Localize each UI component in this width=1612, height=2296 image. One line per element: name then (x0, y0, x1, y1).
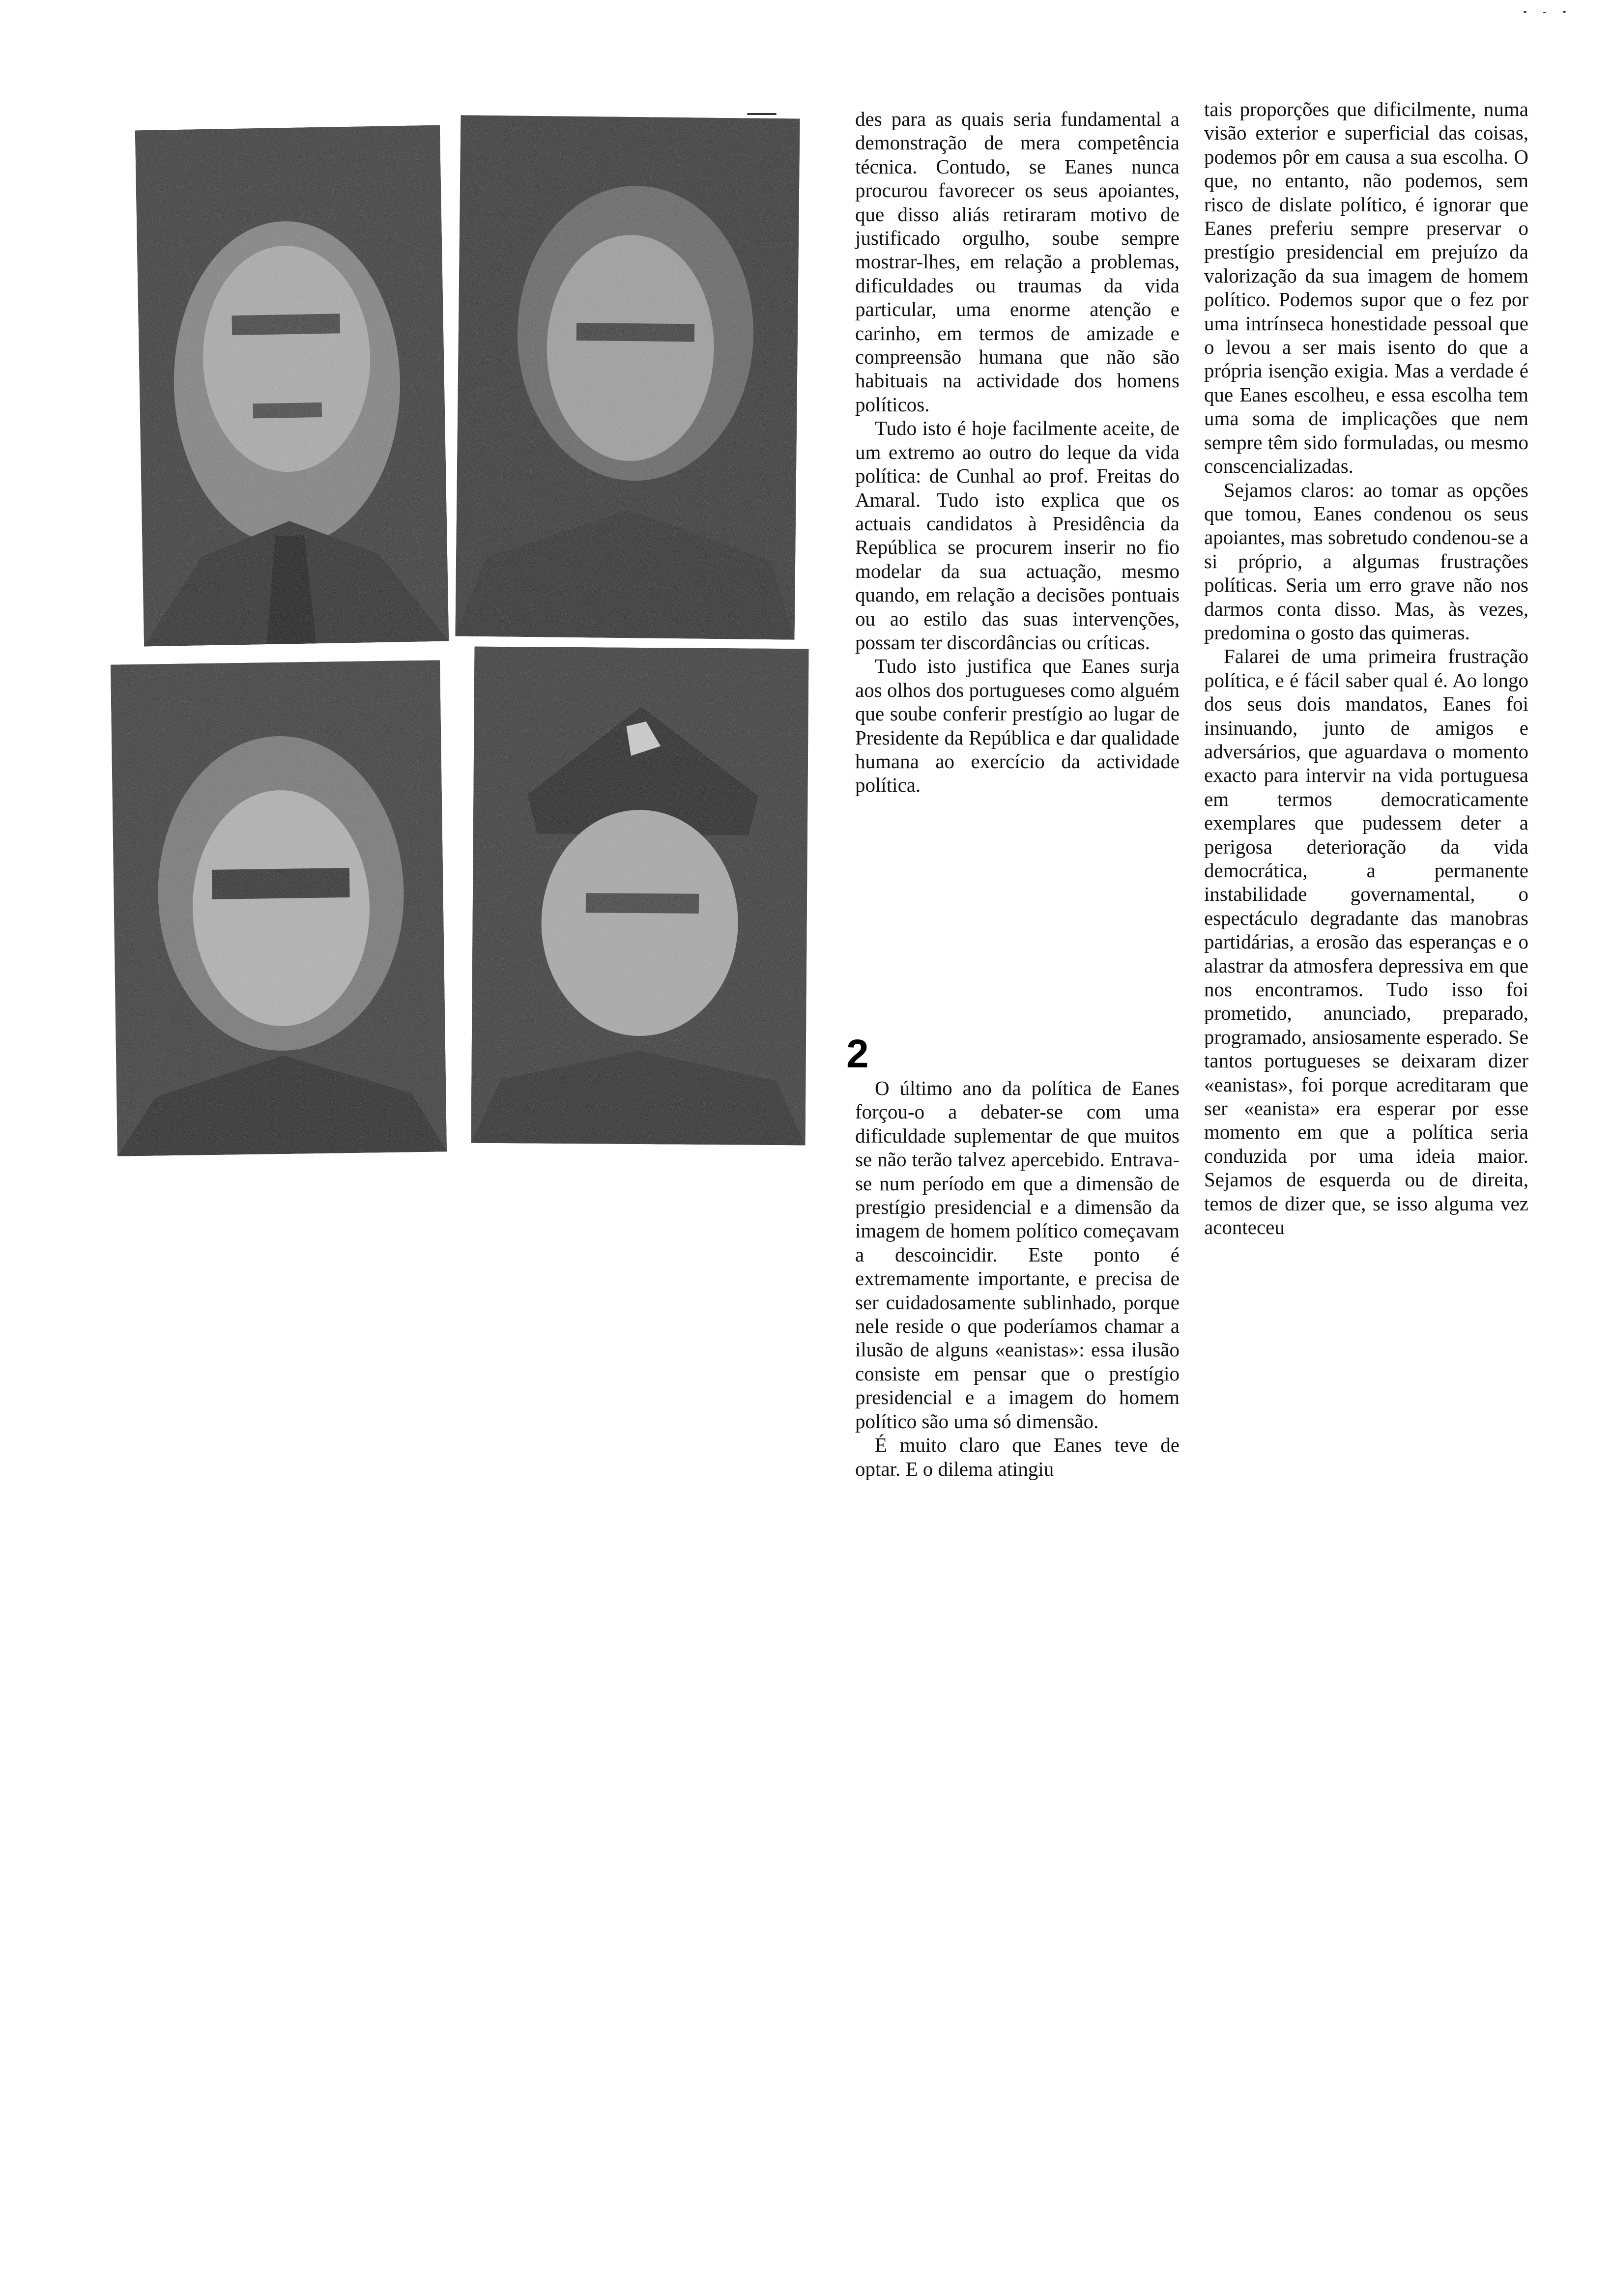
portrait-photo-top-right (455, 115, 800, 639)
paragraph: Falarei de uma primeira frustração política, e é fácil saber qual é. Ao longo dos seus dois mandatos, Eanes foi insinuando, junto de amigos e adversários, que aguardava o momento exacto para intervir na vida portuguesa em termos democraticamente exemplares que pudessem deter a perigosa deterioração da vida democrática, a permanente instabilidade governamental, o espectáculo degradante das manobras partidárias, a erosão das esperanças e o alastrar da atmosfera depressiva em que nos encontramos. Tudo isso foi prometido, anunciado, preparado, programado, ansiosamente esperado. Se tantos portugueses se deixaram dizer «eanistas», foi porque acreditaram que ser «eanista» era esperar por esse momento em que a política seria conduzida por uma ideia maior. Sejamos de esquerda ou de direita, temos de dizer que, se isso alguma vez aconteceu (1204, 645, 1528, 1239)
paragraph: des para as quais seria fundamental a demonstração de mera competência técnica. Contudo, se Eanes nunca procurou favorecer os seus apoiantes, que disso aliás retiraram motivo de justificado orgulho, soube sempre mostrar-lhes, em relação a problemas, dificuldades ou traumas da vida particular, uma enorme atenção e carinho, em termos de amizade e compreensão humana que não são habituais na actividade dos homens políticos. (855, 108, 1180, 416)
paragraph: Sejamos claros: ao tomar as opções que tomou, Eanes condenou os seus apoiantes, mas sobretudo condenou-se a si próprio, a algumas frustrações políticas. Seria um erro grave não nos darmos conta disso. Mas, às vezes, predomina o gosto das quimeras. (1204, 478, 1528, 644)
scan-speck (1563, 11, 1566, 13)
article-column-left-section-2 (855, 1076, 1180, 1481)
paragraph: O último ano da política de Eanes forçou-o a debater-se com uma dificuldade suplementar de que muitos se não terão talvez apercebido. Entrava-se num período em que a dimensão de prestígio presidencial e a dimensão da imagem de homem político começavam a descoincidir. Este ponto é extremamente importante, e precisa de ser cuidadosamente sublinhado, porque nele reside o que poderíamos chamar a ilusão de alguns «eanistas»: essa ilusão consiste em pensar que o prestígio presidencial e a imagem do homem político são uma só dimensão. (855, 1077, 1180, 1433)
paragraph: É muito claro que Eanes teve de optar. E o dilema atingiu (855, 1434, 1180, 1480)
photo-collage (114, 117, 812, 1159)
paragraph: Tudo isto é hoje facilmente aceite, de um extremo ao outro do leque da vida política: de Cunhal ao prof. Freitas do Amaral. Tudo isto explica que os actuais candidatos à Presidência da República se procurem inserir no fio modelar da sua actuação, mesmo quando, em relação a decisões pontuais ou ao estilo das suas intervenções, possam ter discordâncias ou críticas. (855, 417, 1180, 654)
portrait-photo-bottom-right-military-cap (471, 647, 808, 1146)
scan-speck (747, 113, 777, 115)
section-number: 2 (846, 1032, 869, 1076)
scan-speck (1543, 12, 1546, 13)
article-column-left (855, 107, 1180, 797)
paragraph: tais proporções que dificilmente, numa visão exterior e superficial das coisas, podemos pôr em causa a sua escolha. O que, no entanto, não podemos, sem risco de dislate político, é ignorar que Eanes preferiu sempre preservar o prestígio presidencial em prejuízo da valorização da sua imagem de homem político. Podemos supor que o fez por uma intrínseca honestidade pessoal que o levou a ser mais isento do que a própria isenção exigia. Mas a verdade é que Eanes escolheu, e essa escolha tem uma soma de implicações que nem sempre têm sido formuladas, ou mesmo conscencializadas. (1204, 98, 1528, 478)
paragraph: Tudo isto justifica que Eanes surja aos olhos dos portugueses como alguém que soube conferir prestígio ao lugar de Presidente da República e dar qualidade humana ao exercício da actividade política. (855, 655, 1180, 797)
portrait-photo-bottom-left (111, 660, 447, 1156)
article-column-right (1204, 97, 1528, 1239)
portrait-photo-top-left (135, 125, 449, 647)
scan-speck (1524, 11, 1526, 13)
